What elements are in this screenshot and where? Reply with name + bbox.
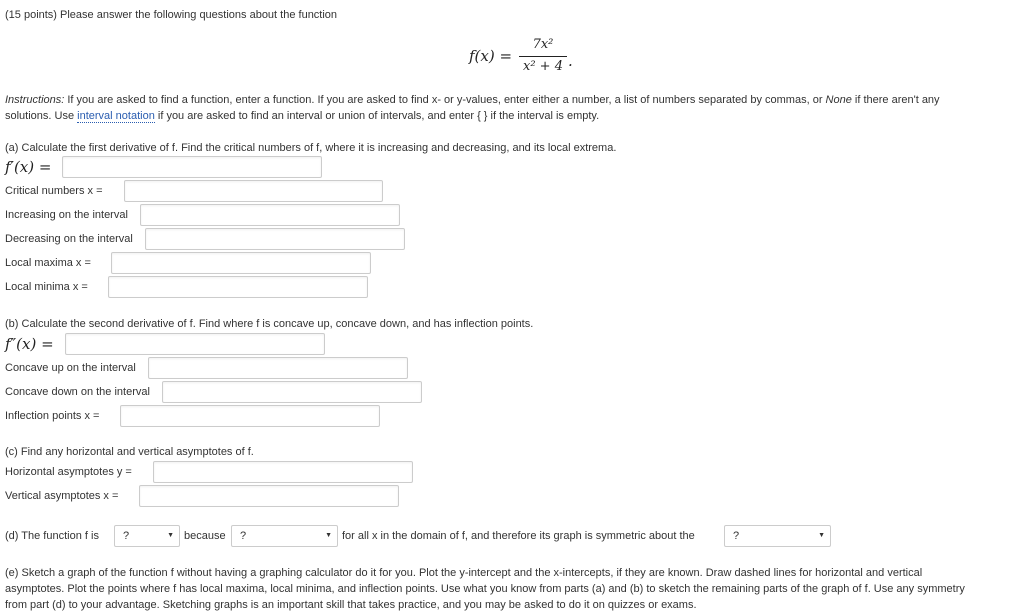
decreasing-label: Decreasing on the interval xyxy=(5,233,133,245)
symmetry-select[interactable]: ? ▼ xyxy=(724,525,831,547)
instructions-line-1: Instructions: If you are asked to find a function, enter a function. If you are asked to find x- or y-values, enter either a number, a list of numbers separated by commas, or None if there aren't any xyxy=(5,94,940,106)
part-d-middle-text: for all x in the domain of f, and therefore its graph is symmetric about the xyxy=(342,530,695,542)
horizontal-asymptotes-input[interactable] xyxy=(153,461,413,483)
parity-select[interactable]: ? ▼ xyxy=(114,525,180,547)
vertical-asymptotes-label: Vertical asymptotes x = xyxy=(5,490,119,502)
critical-numbers-input[interactable] xyxy=(124,180,383,202)
part-e-line-3: from part (d) to your advantage. Sketching graphs is an important skill that takes practice, and you may be asked to do it on quizzes or exams. xyxy=(5,599,697,611)
instructions-label: Instructions: xyxy=(5,94,65,106)
critical-numbers-label: Critical numbers x = xyxy=(5,185,103,197)
part-c-prompt: (c) Find any horizontal and vertical asymptotes of f. xyxy=(5,446,254,458)
horizontal-asymptotes-label: Horizontal asymptotes y = xyxy=(5,466,132,478)
inflection-points-input[interactable] xyxy=(120,405,380,427)
part-e-line-1: (e) Sketch a graph of the function f without having a graphing calculator do it for you. Plot the y-intercept and the x-intercepts, if they are known. Draw dashed lines for horizontal and vertical xyxy=(5,567,923,579)
first-derivative-label: f′(x) = xyxy=(5,158,52,176)
caret-down-icon: ▼ xyxy=(325,532,332,539)
caret-down-icon: ▼ xyxy=(818,532,825,539)
first-derivative-input[interactable] xyxy=(62,156,322,178)
increasing-input[interactable] xyxy=(140,204,400,226)
concave-up-label: Concave up on the interval xyxy=(5,362,136,374)
local-minima-input[interactable] xyxy=(108,276,368,298)
concave-down-label: Concave down on the interval xyxy=(5,386,150,398)
instructions-line-2: solutions. Use interval notation if you are asked to find an interval or union of intervals, and enter { } if the interval is empty. xyxy=(5,110,600,122)
question-header: (15 points) Please answer the following questions about the function xyxy=(5,9,338,21)
inflection-points-label: Inflection points x = xyxy=(5,410,100,422)
part-d-prompt: (d) The function f is xyxy=(5,530,99,542)
concave-down-input[interactable] xyxy=(162,381,422,403)
part-e-line-2: asymptotes. Plot the points where f has local maxima, local minima, and inflection points. Use what you know from parts (a) and (b) to sketch the remaining parts of the graph of f. Use any symmetry xyxy=(5,583,965,595)
interval-notation-link[interactable]: interval notation xyxy=(77,110,155,122)
because-label: because xyxy=(184,530,226,542)
concave-up-input[interactable] xyxy=(148,357,408,379)
part-a-prompt: (a) Calculate the first derivative of f. Find the critical numbers of f, where it is increasing and decreasing, and its local extrema. xyxy=(5,142,617,154)
second-derivative-label: f″(x) = xyxy=(5,335,54,353)
caret-down-icon: ▼ xyxy=(167,532,174,539)
fraction-bar xyxy=(519,56,567,57)
local-maxima-label: Local maxima x = xyxy=(5,257,91,269)
vertical-asymptotes-input[interactable] xyxy=(139,485,399,507)
second-derivative-input[interactable] xyxy=(65,333,325,355)
function-lhs: f(x) = xyxy=(469,47,513,65)
function-denominator: x² + 4 xyxy=(523,59,563,74)
function-period: . xyxy=(568,52,573,70)
function-numerator: 7x² xyxy=(532,37,554,52)
reason-select[interactable]: ? ▼ xyxy=(231,525,338,547)
increasing-label: Increasing on the interval xyxy=(5,209,128,221)
local-minima-label: Local minima x = xyxy=(5,281,88,293)
decreasing-input[interactable] xyxy=(145,228,405,250)
part-b-prompt: (b) Calculate the second derivative of f. Find where f is concave up, concave down, and has inflection points. xyxy=(5,318,534,330)
local-maxima-input[interactable] xyxy=(111,252,371,274)
